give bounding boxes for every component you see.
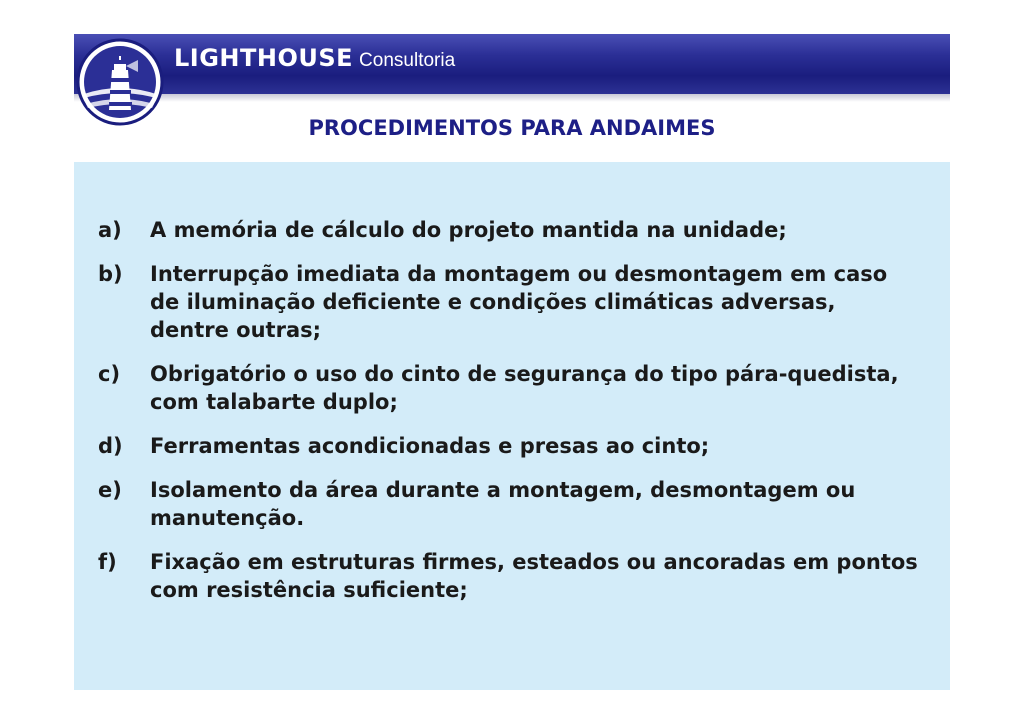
item-marker: b) [98, 262, 123, 286]
item-text: Ferramentas acondicionadas e presas ao cinto; [150, 434, 710, 458]
list-item [98, 476, 918, 532]
list-item [98, 260, 918, 344]
list-item [98, 548, 918, 604]
item-text: Interrupção imediata da montagem ou desmontagem em caso de iluminação deficiente e condições climáticas adversas, dentre outras; [150, 262, 888, 342]
procedure-list [98, 216, 918, 620]
slide [74, 34, 950, 690]
item-marker: e) [98, 478, 122, 502]
list-item [98, 360, 918, 416]
item-marker: d) [98, 434, 123, 458]
content-panel [74, 162, 950, 690]
slide-title: PROCEDIMENTOS PARA ANDAIMES [308, 116, 716, 140]
item-marker: c) [98, 362, 121, 386]
list-item [98, 216, 918, 244]
header-divider [74, 94, 950, 102]
item-text: Fixação em estruturas firmes, esteados ou ancoradas em pontos com resistência suficiente; [150, 550, 918, 602]
item-text: A memória de cálculo do projeto mantida na unidade; [150, 218, 787, 242]
item-text: Isolamento da área durante a montagem, desmontagem ou manutenção. [150, 478, 856, 530]
list-item [98, 432, 918, 460]
item-marker: f) [98, 550, 117, 574]
item-text: Obrigatório o uso do cinto de segurança do tipo pára-quedista, com talabarte duplo; [150, 362, 899, 414]
item-marker: a) [98, 218, 122, 242]
brand-name: LIGHTHOUSE [174, 44, 354, 72]
brand-suffix: Consultoria [359, 50, 456, 71]
brand-wordmark [174, 44, 455, 78]
lighthouse-logo-icon [76, 38, 164, 126]
